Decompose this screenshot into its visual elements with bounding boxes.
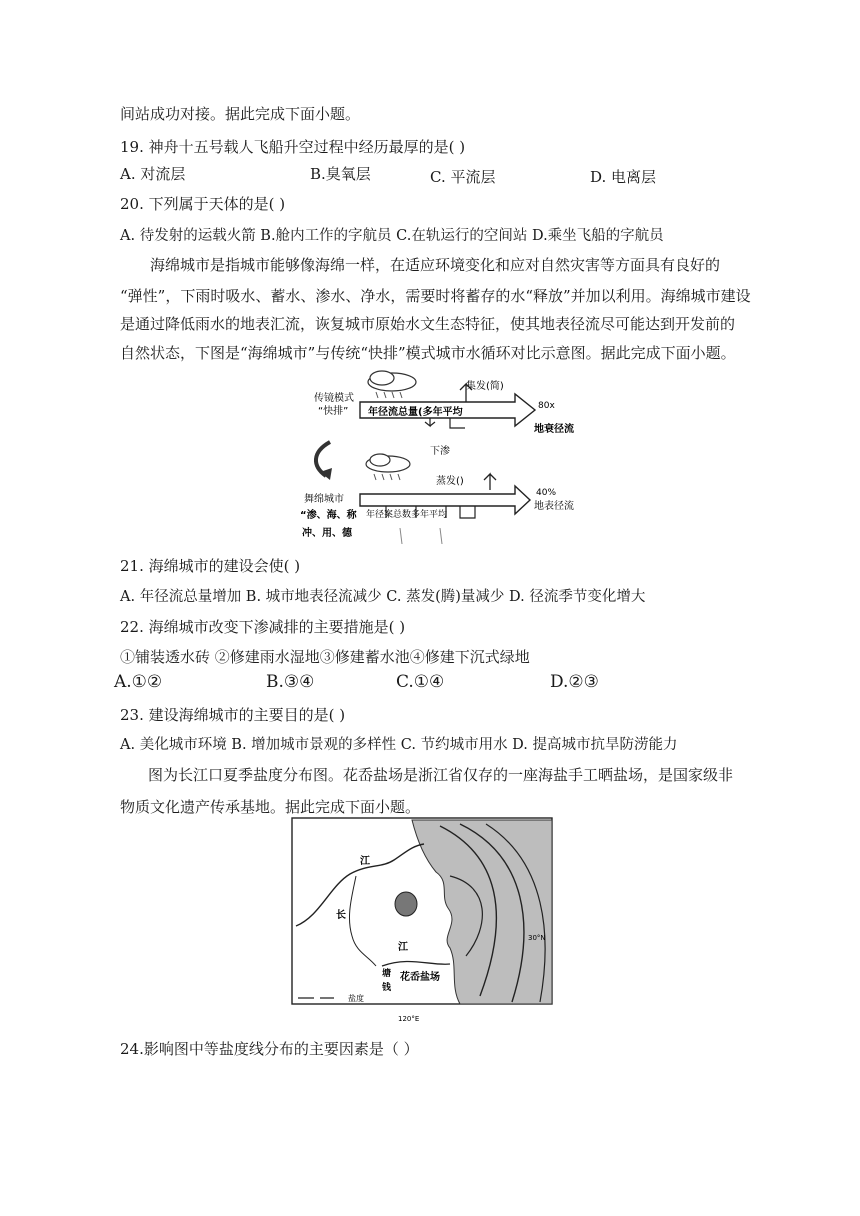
q19-option-b: B.臭氧层: [310, 165, 371, 183]
q19-option-d: D. 电离层: [590, 168, 657, 186]
traditional-mode-label-1: 传镜模式: [314, 393, 354, 404]
question-23-stem: 23. 建设海绵城市的主要目的是( ): [120, 706, 346, 724]
evaporation-arrow-bottom: [484, 474, 496, 490]
river-label-chang: 长: [336, 910, 346, 921]
sponge-city-label-2: “渗、海、称: [300, 510, 357, 521]
q22-option-d: D.②③: [550, 672, 599, 692]
yangtze-estuary-salinity-map: [290, 816, 556, 1026]
q19-option-a: A. 对流层: [120, 165, 186, 183]
qiantang-label-2: 钱: [382, 983, 392, 993]
river-label-jiang-2: 江: [398, 942, 408, 953]
annual-runoff-label-bottom: 年径案总数多年平均: [366, 510, 448, 520]
question-19-stem: 19. 神舟十五号载人飞船升空过程中经历最厚的是( ): [120, 138, 466, 156]
intro-tail: 间站成功对接。据此完成下面小题。: [120, 105, 361, 123]
water-cycle-comparison-figure: [290, 368, 600, 544]
cloud-icon: [368, 371, 416, 398]
salt-passage-line-2: 物质文化遗产传承基地。据此完成下面小题。: [120, 798, 421, 816]
sponge-city-label-1: 舞绵城市: [304, 494, 344, 505]
q22-choices: ①铺装透水砖 ②修建雨水湿地③修建蓄水池④修建下沉式绿地: [120, 648, 530, 666]
cloud-icon: [366, 454, 410, 480]
question-20-stem: 20. 下列属于天体的是( ): [120, 195, 286, 213]
evaporation-label-top: 集发(简): [466, 381, 504, 392]
lake: [395, 892, 417, 916]
runoff-percent-bottom: 40%: [536, 488, 557, 498]
sponge-passage-line-3: 是通过降低雨水的地表汇流，诙复城市原始水文生态特征，使其地表径流尽可能达到开发前的: [120, 315, 736, 333]
q22-option-a: A.①②: [114, 672, 163, 692]
legend-salinity-label: 盐度: [348, 994, 364, 1003]
annual-runoff-label-top: 年径流总量(多年平均: [368, 407, 463, 418]
salt-passage-line-1: 图为长江口夏季盐度分布图。花岙盐场是浙江省仅存的一座海盐手工晒盐场，是国家级非: [148, 766, 734, 784]
traditional-mode-label-2: “快排”: [318, 406, 349, 417]
infiltration-arrow-top: [425, 418, 435, 426]
evaporation-label-bottom: 蒸发(): [436, 476, 464, 487]
q20-options: A. 待发射的运载火箭 B.舱内工作的字航员 C.在轨运行的空间站 D.乘坐飞船的字航员: [120, 228, 664, 244]
sponge-city-label-3: 冲、用、德: [302, 528, 352, 539]
sponge-passage-line-1: 海绵城市是指城市能够像海绵一样，在适应环境变化和应对自然灾害等方面具有良好的: [150, 256, 721, 274]
surface-runoff-label-bottom: 地表径流: [534, 501, 574, 512]
question-21-stem: 21. 海绵城市的建设会使( ): [120, 557, 301, 575]
q22-option-c: C.①④: [396, 672, 445, 692]
surface-runoff-label-top: 地衰径流: [534, 424, 574, 435]
salt-field-label: 花岙盐场: [400, 972, 440, 983]
q23-options: A. 美化城市环境 B. 增加城市景观的多样性 C. 节约城市用水 D. 提高城市抗旱防涝能力: [120, 737, 678, 753]
qiantang-label-1: 塘: [382, 969, 392, 979]
latitude-label: 30°N: [528, 934, 546, 942]
question-22-stem: 22. 海绵城市改变下渗减排的主要措施是( ): [120, 618, 406, 636]
q21-options: A. 年径流总量增加 B. 城市地表径流减少 C. 蒸发(腾)量减少 D. 径流季节变化增大: [120, 589, 646, 605]
sponge-passage-line-4: 自然状态，下图是“海绵城市”与传统“快排”模式城市水循环对比示意图。据此完成下面小题。: [120, 344, 736, 362]
river-label-jiang: 江: [360, 856, 370, 867]
question-24-stem: 24.影响图中等盐度线分布的主要因素是（ ）: [120, 1040, 419, 1058]
runoff-percent-top: 80x: [538, 401, 555, 411]
longitude-label: 120°E: [398, 1015, 420, 1023]
q22-option-b: B.③④: [266, 672, 315, 692]
q19-option-c: C. 平流层: [430, 168, 496, 186]
sponge-passage-line-2: “弹性”，下雨时吸水、蓄水、渗水、净水，需要时将蓄存的水“释放”并加以利用。海绵城市建设: [120, 287, 751, 305]
infiltration-label: 下渗: [430, 446, 450, 457]
